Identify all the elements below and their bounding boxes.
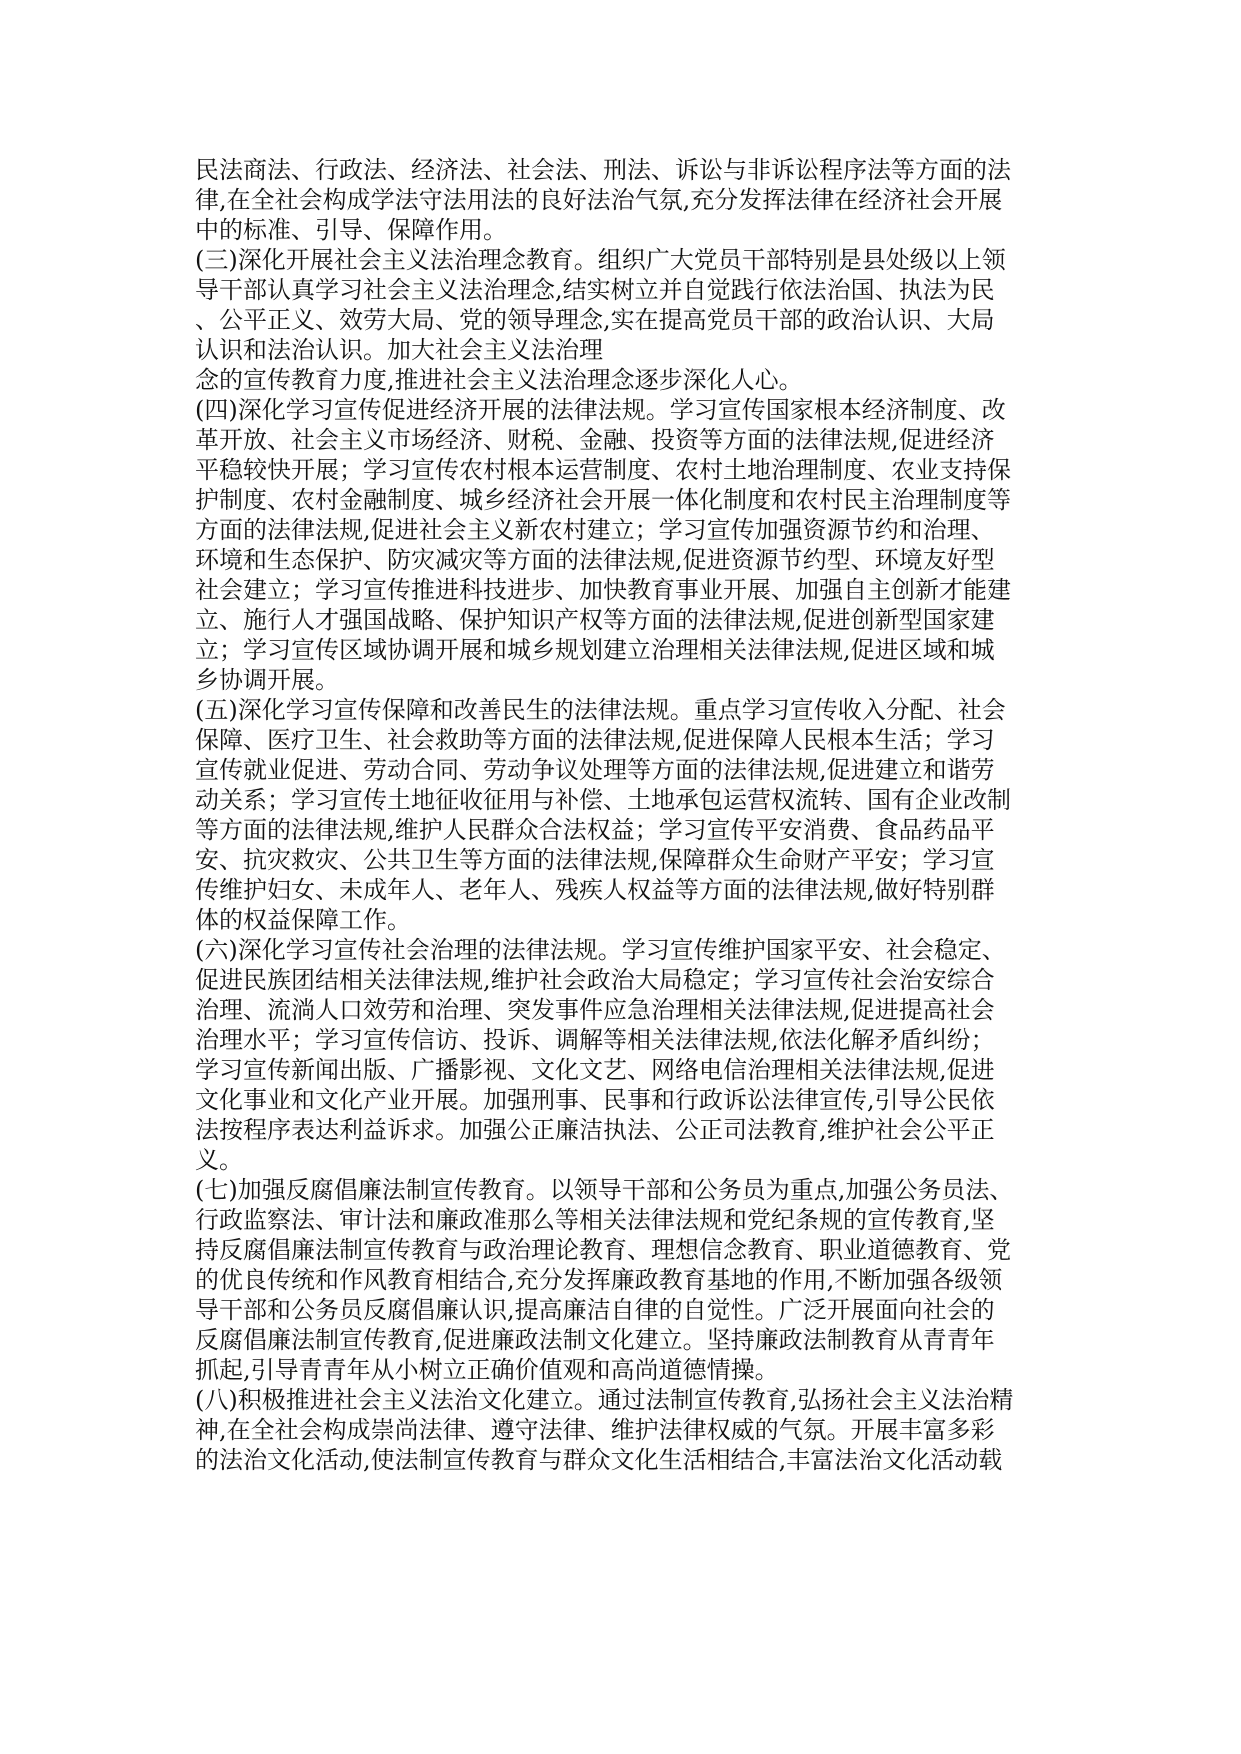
text-line: 社会建立；学习宣传推进科技进步、加快教育事业开展、加强自主创新才能建 xyxy=(195,576,1011,604)
text-line: 神,在全社会构成崇尚法律、遵守法律、维护法律权威的气氛。开展丰富多彩 xyxy=(195,1416,995,1444)
text-line: 义。 xyxy=(195,1146,243,1174)
text-line: (五)深化学习宣传保障和改善民生的法律法规。重点学习宣传收入分配、社会 xyxy=(195,696,1006,724)
text-line: 宣传就业促进、劳动合同、劳动争议处理等方面的法律法规,促进建立和谐劳 xyxy=(195,756,995,784)
text-line: 中的标准、引导、保障作用。 xyxy=(195,216,507,244)
text-line: 革开放、社会主义市场经济、财税、金融、投资等方面的法律法规,促进经济 xyxy=(195,426,995,454)
text-line: 、公平正义、效劳大局、党的领导理念,实在提高党员干部的政治认识、大局 xyxy=(195,306,995,334)
text-line: 促进民族团结相关法律法规,维护社会政治大局稳定；学习宣传社会治安综合 xyxy=(195,966,995,994)
document-page xyxy=(195,155,1075,1475)
text-line: 立；学习宣传区域协调开展和城乡规划建立治理相关法律法规,促进区域和城 xyxy=(195,636,995,664)
text-line: 持反腐倡廉法制宣传教育与政治理论教育、理想信念教育、职业道德教育、党 xyxy=(195,1236,1011,1264)
text-line: 导干部和公务员反腐倡廉认识,提高廉洁自律的自觉性。广泛开展面向社会的 xyxy=(195,1296,995,1324)
text-line: 方面的法律法规,促进社会主义新农村建立；学习宣传加强资源节约和治理、 xyxy=(195,516,995,544)
text-line: 立、施行人才强国战略、保护知识产权等方面的法律法规,促进创新型国家建 xyxy=(195,606,995,634)
text-line: 传维护妇女、未成年人、老年人、残疾人权益等方面的法律法规,做好特别群 xyxy=(195,876,995,904)
text-line: 律,在全社会构成学法守法用法的良好法治气氛,充分发挥法律在经济社会开展 xyxy=(195,186,1003,214)
text-line: (六)深化学习宣传社会治理的法律法规。学习宣传维护国家平安、社会稳定、 xyxy=(195,936,1006,964)
text-line: 动关系；学习宣传土地征收征用与补偿、土地承包运营权流转、国有企业改制 xyxy=(195,786,1011,814)
text-line: 乡协调开展。 xyxy=(195,666,339,694)
text-line: 护制度、农村金融制度、城乡经济社会开展一体化制度和农村民主治理制度等 xyxy=(195,486,1011,514)
text-line: 保障、医疗卫生、社会救助等方面的法律法规,促进保障人民根本生活；学习 xyxy=(195,726,995,754)
text-line: (八)积极推进社会主义法治文化建立。通过法制宣传教育,弘扬社会主义法治精 xyxy=(195,1386,1014,1414)
text-line: 体的权益保障工作。 xyxy=(195,906,411,934)
text-line: 平稳较快开展；学习宣传农村根本运营制度、农村土地治理制度、农业支持保 xyxy=(195,456,1011,484)
text-line: 抓起,引导青青年从小树立正确价值观和高尚道德情操。 xyxy=(195,1356,779,1384)
text-line: 治理水平；学习宣传信访、投诉、调解等相关法律法规,依法化解矛盾纠纷； xyxy=(195,1026,995,1054)
text-line: (四)深化学习宣传促进经济开展的法律法规。学习宣传国家根本经济制度、改 xyxy=(195,396,1006,424)
text-line: 等方面的法律法规,维护人民群众合法权益；学习宣传平安消费、食品药品平 xyxy=(195,816,995,844)
text-line: 环境和生态保护、防灾减灾等方面的法律法规,促进资源节约型、环境友好型 xyxy=(195,546,995,574)
text-line: 法按程序表达利益诉求。加强公正廉洁执法、公正司法教育,维护社会公平正 xyxy=(195,1116,995,1144)
text-line: (三)深化开展社会主义法治理念教育。组织广大党员干部特别是县处级以上领 xyxy=(195,246,1006,274)
text-line: 的优良传统和作风教育相结合,充分发挥廉政教育基地的作用,不断加强各级领 xyxy=(195,1266,1003,1294)
text-line: 民法商法、行政法、经济法、社会法、刑法、诉讼与非诉讼程序法等方面的法 xyxy=(195,156,1011,184)
text-line: 治理、流淌人口效劳和治理、突发事件应急治理相关法律法规,促进提高社会 xyxy=(195,996,995,1024)
text-line: 反腐倡廉法制宣传教育,促进廉政法制文化建立。坚持廉政法制教育从青青年 xyxy=(195,1326,995,1354)
text-line: 导干部认真学习社会主义法治理念,结实树立并自觉践行依法治国、执法为民 xyxy=(195,276,995,304)
text-line: 行政监察法、审计法和廉政准那么等相关法律法规和党纪条规的宣传教育,坚 xyxy=(195,1206,995,1234)
text-line: (七)加强反腐倡廉法制宣传教育。以领导干部和公务员为重点,加强公务员法、 xyxy=(195,1176,1014,1204)
text-line: 认识和法治认识。加大社会主义法治理 xyxy=(195,336,603,364)
text-line: 文化事业和文化产业开展。加强刑事、民事和行政诉讼法律宣传,引导公民依 xyxy=(195,1086,995,1114)
text-line: 的法治文化活动,使法制宣传教育与群众文化生活相结合,丰富法治文化活动载 xyxy=(195,1446,1003,1474)
text-line: 念的宣传教育力度,推进社会主义法治理念逐步深化人心。 xyxy=(195,366,803,394)
text-line: 安、抗灾救灾、公共卫生等方面的法律法规,保障群众生命财产平安；学习宣 xyxy=(195,846,995,874)
text-line: 学习宣传新闻出版、广播影视、文化文艺、网络电信治理相关法律法规,促进 xyxy=(195,1056,995,1084)
